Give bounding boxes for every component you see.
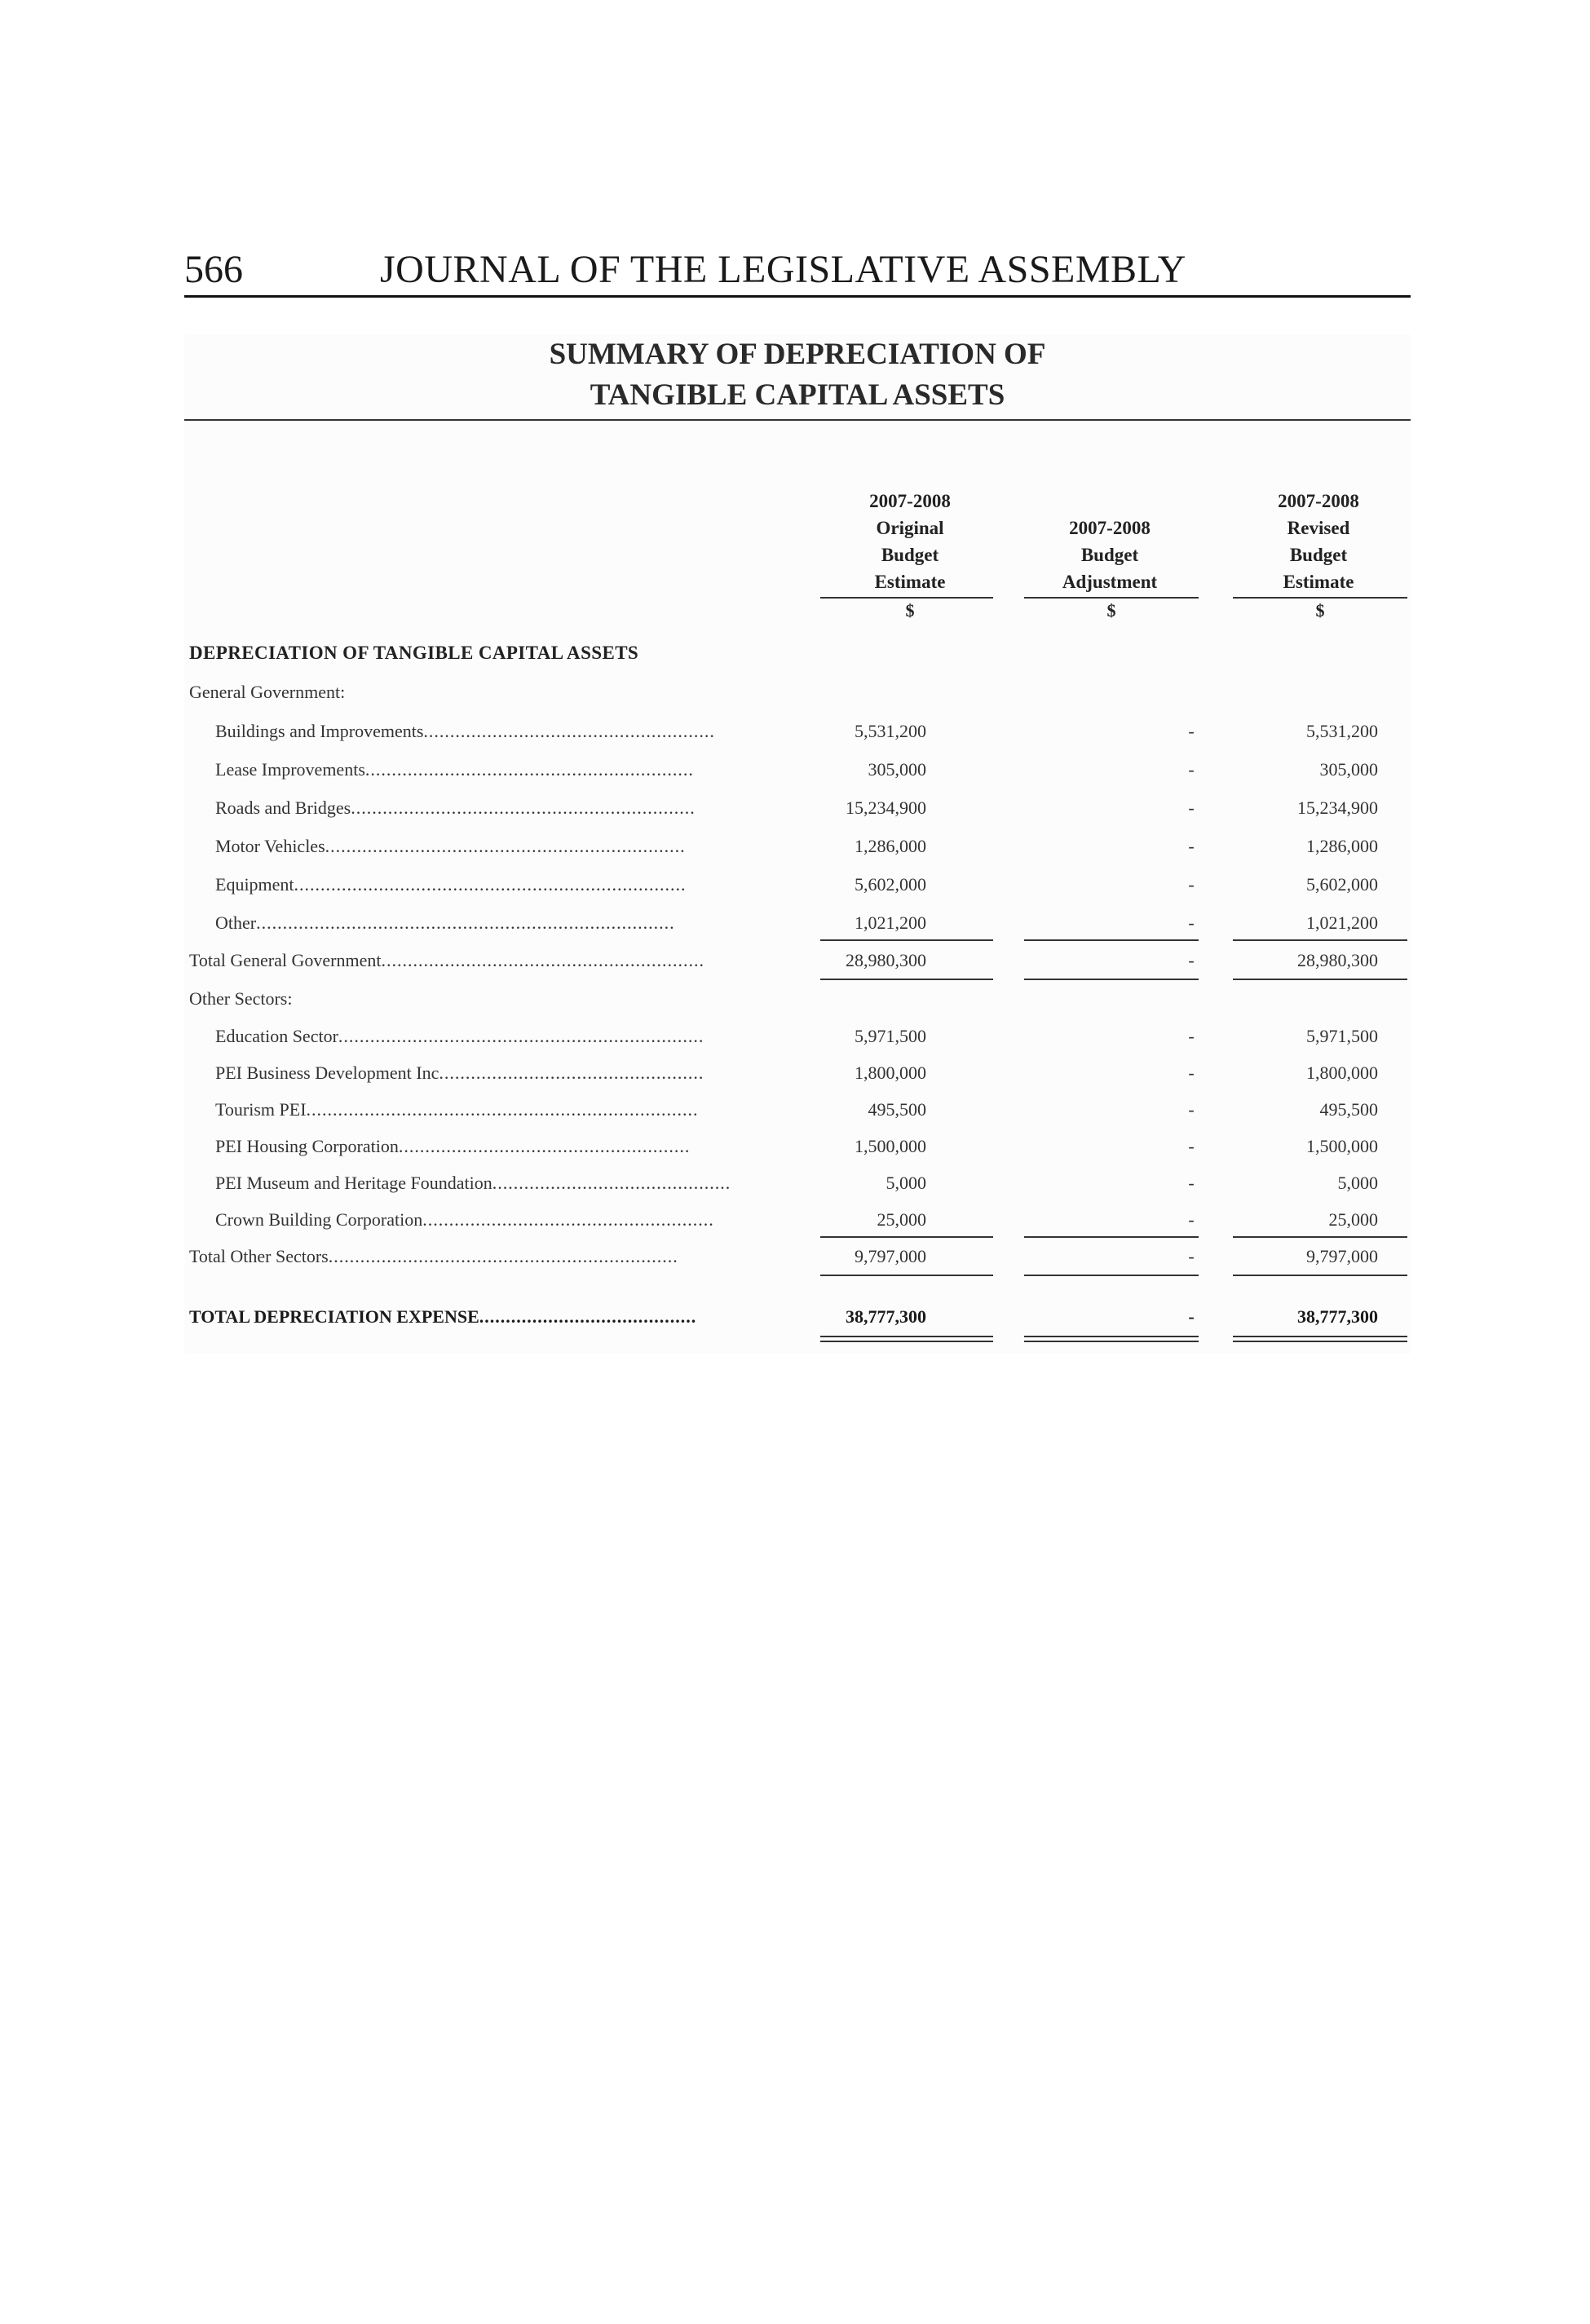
adjustment-value: -: [1188, 1063, 1195, 1083]
adjustment-value: -: [1188, 1246, 1195, 1266]
table-row: [184, 1136, 1411, 1165]
table-row: [184, 912, 1411, 942]
summary-title-line-1: SUMMARY OF DEPRECIATION OF: [549, 338, 1046, 371]
column-header-rule: [1024, 597, 1199, 599]
subtotal-rule: [1024, 1236, 1199, 1238]
row-label: Total Other Sectors..................................................................: [189, 1246, 678, 1266]
original-value: 9,797,000: [855, 1246, 926, 1266]
table-row-total-other-sectors: [184, 1246, 1411, 1275]
adjustment-value: -: [1188, 836, 1195, 856]
row-label: Motor Vehicles....................................................................: [215, 836, 686, 856]
revised-value: 1,800,000: [1306, 1063, 1378, 1083]
table-row-total-general-government: [184, 950, 1411, 979]
revised-value: 1,021,200: [1306, 912, 1378, 933]
column-unit: $: [905, 600, 915, 621]
adjustment-value: -: [1188, 721, 1195, 741]
journal-title: JOURNAL OF THE LEGISLATIVE ASSEMBLY: [380, 248, 1186, 291]
original-value: 495,500: [868, 1099, 926, 1120]
row-label: Total General Government.............................................................: [189, 950, 704, 970]
title-rule: [184, 419, 1411, 421]
summary-title: [184, 334, 1411, 416]
original-value: 28,980,300: [846, 950, 926, 970]
revised-value: 5,000: [1337, 1173, 1378, 1193]
original-value: 1,800,000: [855, 1063, 926, 1083]
revised-value: 5,602,000: [1306, 874, 1378, 895]
grand-total-double-rule: [820, 1336, 993, 1342]
total-rule: [1024, 979, 1199, 980]
table-row: [184, 1099, 1411, 1129]
adjustment-value: -: [1188, 1209, 1195, 1230]
subtotal-rule: [820, 1236, 993, 1238]
original-value: 25,000: [877, 1209, 926, 1230]
page-number: 566: [184, 248, 243, 291]
adjustment-value: -: [1188, 874, 1195, 895]
original-value: 1,286,000: [855, 836, 926, 856]
row-label: TOTAL DEPRECIATION EXPENSE.........................................: [189, 1306, 697, 1327]
subtotal-rule: [820, 939, 993, 941]
column-header-adjustment: 2007-2008 Budget Adjustment: [1062, 518, 1158, 592]
row-label: Roads and Bridges.................................................................: [215, 797, 696, 818]
group-label-other-sectors: Other Sectors:: [189, 988, 293, 1009]
depreciation-summary-table: [184, 334, 1411, 1354]
column-header-revised: 2007-2008 Revised Budget Estimate: [1278, 491, 1359, 592]
adjustment-value: -: [1188, 1136, 1195, 1156]
row-label: Tourism PEI..........................................................................: [215, 1099, 699, 1120]
adjustment-value: -: [1188, 1173, 1195, 1193]
adjustment-value: -: [1188, 797, 1195, 818]
row-label: PEI Housing Corporation.......................................................: [215, 1136, 691, 1156]
row-label: Education Sector.....................................................................: [215, 1026, 704, 1046]
table-row: [184, 1063, 1411, 1092]
summary-title-line-2: TANGIBLE CAPITAL ASSETS: [590, 378, 1005, 412]
row-label: Buildings and Improvements.......................................................: [215, 721, 715, 741]
page-header: [184, 245, 1411, 298]
original-value: 5,531,200: [855, 721, 926, 741]
subtotal-rule: [1233, 939, 1407, 941]
total-rule: [1024, 1275, 1199, 1276]
column-header-rule: [1233, 597, 1407, 599]
total-rule: [1233, 979, 1407, 980]
revised-value: 5,531,200: [1306, 721, 1378, 741]
column-unit: $: [1315, 600, 1325, 621]
revised-value: 495,500: [1319, 1099, 1378, 1120]
original-value: 1,500,000: [855, 1136, 926, 1156]
original-value: 15,234,900: [846, 797, 926, 818]
row-label: Other...............................................................................: [215, 912, 675, 933]
table-row: [184, 721, 1411, 750]
original-value: 1,021,200: [855, 912, 926, 933]
total-rule: [820, 1275, 993, 1276]
table-row-grand-total: [184, 1306, 1411, 1336]
revised-value: 28,980,300: [1297, 950, 1378, 970]
adjustment-value: -: [1188, 1026, 1195, 1046]
original-value: 305,000: [868, 759, 926, 780]
table-row: [184, 1173, 1411, 1202]
adjustment-value: -: [1188, 950, 1195, 970]
table-row: [184, 1209, 1411, 1239]
group-label-general-government: General Government:: [189, 682, 346, 702]
revised-value: 25,000: [1328, 1209, 1378, 1230]
adjustment-value: -: [1188, 912, 1195, 933]
adjustment-value: -: [1188, 1099, 1195, 1120]
original-value: 5,000: [886, 1173, 926, 1193]
subtotal-rule: [1024, 939, 1199, 941]
revised-value: 5,971,500: [1306, 1026, 1378, 1046]
original-value: 5,602,000: [855, 874, 926, 895]
revised-value: 1,500,000: [1306, 1136, 1378, 1156]
revised-value: 305,000: [1319, 759, 1378, 780]
total-rule: [1233, 1275, 1407, 1276]
row-label: Equipment..........................................................................: [215, 874, 687, 895]
adjustment-value: -: [1188, 1306, 1195, 1327]
revised-value: 38,777,300: [1297, 1306, 1378, 1327]
table-row: [184, 759, 1411, 789]
column-header-original: 2007-2008 Original Budget Estimate: [869, 491, 951, 592]
table-row: [184, 874, 1411, 904]
revised-value: 9,797,000: [1306, 1246, 1378, 1266]
grand-total-double-rule: [1233, 1336, 1407, 1342]
grand-total-double-rule: [1024, 1336, 1199, 1342]
row-label: Crown Building Corporation.......................................................: [215, 1209, 714, 1230]
section-heading: DEPRECIATION OF TANGIBLE CAPITAL ASSETS: [189, 643, 639, 663]
row-label: Lease Improvements..............................................................: [215, 759, 694, 780]
original-value: 5,971,500: [855, 1026, 926, 1046]
subtotal-rule: [1233, 1236, 1407, 1238]
adjustment-value: -: [1188, 759, 1195, 780]
original-value: 38,777,300: [846, 1306, 926, 1327]
table-row: [184, 1026, 1411, 1055]
total-rule: [820, 979, 993, 980]
row-label: PEI Business Development Inc..................................................: [215, 1063, 704, 1083]
table-row: [184, 797, 1411, 827]
revised-value: 15,234,900: [1297, 797, 1378, 818]
revised-value: 1,286,000: [1306, 836, 1378, 856]
column-unit: $: [1106, 600, 1116, 621]
row-label: PEI Museum and Heritage Foundation.............................................: [215, 1173, 731, 1193]
column-header-rule: [820, 597, 993, 599]
table-row: [184, 836, 1411, 865]
